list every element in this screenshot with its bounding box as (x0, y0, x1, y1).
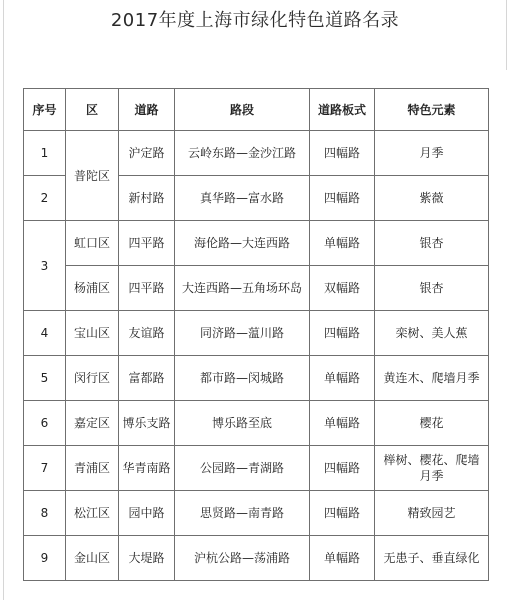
table-row (24, 446, 489, 491)
table-row (24, 131, 489, 176)
cell-road: 新村路 (119, 176, 175, 221)
header-feature: 特色元素 (375, 89, 489, 131)
cell-no: 8 (24, 491, 66, 536)
table-row (24, 221, 489, 266)
cell-no: 2 (24, 176, 66, 221)
cell-section: 海伦路—大连西路 (175, 221, 310, 266)
table-row (24, 536, 489, 581)
cell-feature: 樱花 (375, 401, 489, 446)
cell-district: 松江区 (66, 491, 119, 536)
cell-road: 友谊路 (119, 311, 175, 356)
table-header-row (24, 89, 489, 131)
cell-no: 6 (24, 401, 66, 446)
cell-section: 思贤路—南青路 (175, 491, 310, 536)
cell-no: 9 (24, 536, 66, 581)
cell-board-type: 四幅路 (310, 446, 375, 491)
cell-board-type: 四幅路 (310, 131, 375, 176)
cell-board-type: 四幅路 (310, 311, 375, 356)
cell-feature: 栾树、美人蕉 (375, 311, 489, 356)
cell-section: 博乐路至底 (175, 401, 310, 446)
cell-no: 7 (24, 446, 66, 491)
table-row (24, 401, 489, 446)
cell-board-type: 双幅路 (310, 266, 375, 311)
cell-district: 虹口区 (66, 221, 119, 266)
header-road: 道路 (119, 89, 175, 131)
cell-feature: 黄连木、爬墙月季 (375, 356, 489, 401)
cell-no: 3 (24, 221, 66, 311)
road-list-table (23, 88, 489, 581)
table-row (24, 311, 489, 356)
table-row (24, 491, 489, 536)
table-row (24, 356, 489, 401)
cell-feature: 榉树、樱花、爬墙月季 (375, 446, 489, 491)
cell-road: 沪定路 (119, 131, 175, 176)
cell-section: 公园路—青湖路 (175, 446, 310, 491)
cell-road: 富都路 (119, 356, 175, 401)
cell-feature: 精致园艺 (375, 491, 489, 536)
cell-district: 青浦区 (66, 446, 119, 491)
cell-board-type: 四幅路 (310, 176, 375, 221)
cell-board-type: 单幅路 (310, 221, 375, 266)
cell-road: 大堤路 (119, 536, 175, 581)
cell-district: 金山区 (66, 536, 119, 581)
cell-feature: 月季 (375, 131, 489, 176)
table-row (24, 266, 489, 311)
cell-section: 大连西路—五角场环岛 (175, 266, 310, 311)
cell-board-type: 四幅路 (310, 491, 375, 536)
cell-district: 宝山区 (66, 311, 119, 356)
cell-district: 杨浦区 (66, 266, 119, 311)
cell-road: 博乐支路 (119, 401, 175, 446)
header-board-type: 道路板式 (310, 89, 375, 131)
page-title: 2017年度上海市绿化特色道路名录 (110, 10, 400, 31)
cell-section: 沪杭公路—荡浦路 (175, 536, 310, 581)
cell-board-type: 单幅路 (310, 401, 375, 446)
cell-section: 云岭东路—金沙江路 (175, 131, 310, 176)
cell-no: 1 (24, 131, 66, 176)
cell-section: 真华路—富水路 (175, 176, 310, 221)
cell-district: 闵行区 (66, 356, 119, 401)
cell-section: 同济路—蕰川路 (175, 311, 310, 356)
header-no: 序号 (24, 89, 66, 131)
cell-feature: 银杏 (375, 266, 489, 311)
cell-district: 嘉定区 (66, 401, 119, 446)
cell-board-type: 单幅路 (310, 356, 375, 401)
cell-road: 四平路 (119, 266, 175, 311)
cell-feature: 无患子、垂直绿化 (375, 536, 489, 581)
page-edge-left (3, 0, 4, 600)
cell-no: 4 (24, 311, 66, 356)
header-section: 路段 (175, 89, 310, 131)
cell-board-type: 单幅路 (310, 536, 375, 581)
cell-road: 园中路 (119, 491, 175, 536)
cell-feature: 银杏 (375, 221, 489, 266)
cell-district: 普陀区 (66, 131, 119, 221)
cell-no: 5 (24, 356, 66, 401)
header-district: 区 (66, 89, 119, 131)
cell-road: 四平路 (119, 221, 175, 266)
cell-feature: 紫薇 (375, 176, 489, 221)
cell-section: 都市路—闵城路 (175, 356, 310, 401)
cell-road: 华青南路 (119, 446, 175, 491)
